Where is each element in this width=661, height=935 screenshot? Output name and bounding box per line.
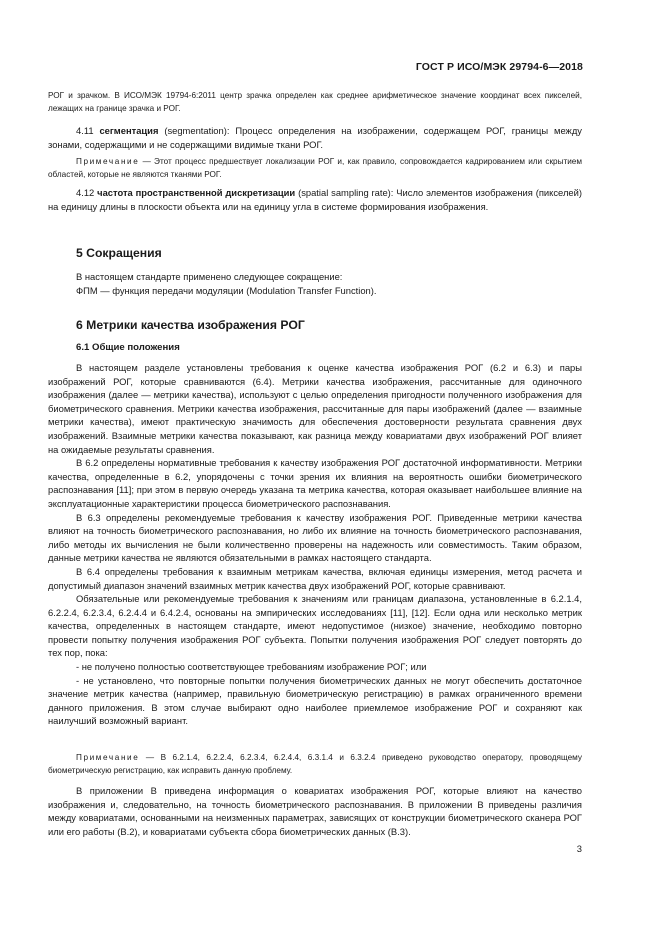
term-segmentation: сегментация — [99, 125, 159, 136]
section-6-1-body — [48, 361, 582, 728]
section-6-1-title: 6.1 Общие положения — [76, 342, 180, 353]
section-5-body: В настоящем стандарте применено следующее сокращение: ФПМ — функция передачи модуляции (Modulation Transfer Function). — [76, 271, 377, 296]
document-header: ГОСТ Р ИСО/МЭК 29794-6—2018 — [415, 61, 583, 73]
paragraph: В 6.4 определены требования к взаимным метрикам качества, включая единицы измерения, метод расчета и допустимый диапазон значений взаимных метрик качества двух изображений РОГ, которые сравнивают. — [48, 565, 582, 591]
list-item: - не установлено, что повторные попытки получения биометрических данных не могут обеспечить достаточное значение метрик качества (например, правильную биометрическую регистрацию) в рамках ограниченного времени данного приложения. В этом случае выбирают одно наиболее приемлемое изображение РОГ и сохраняют как наилучший возможный вариант. — [48, 674, 582, 727]
note-6-1: Примечание — В 6.2.1.4, 6.2.2.4, 6.2.3.4, 6.2.4.4, 6.3.1.4 и 6.3.2.4 приведено руководство оператору, проводящему биометрическую регистрацию, как исправить данную проблему. — [48, 753, 582, 775]
note-label: Примечание — [76, 157, 140, 166]
paragraph: Обязательные или рекомендуемые требования к значениям или границам диапазона, установленные в 6.2.1.4, 6.2.2.4, 6.2.3.4, 6.2.4.4 и 6.4.2.4, основаны на эмпирических исследованиях [11], [12]. Если одна или несколько метрик качества, определенных в настоящем стандарте, имеют недопустимое (низкое) значение, необходимо повторно провести попытку получения изображения РОГ субъекта. Попытки получения изображения РОГ следует повторять до тех пор, пока: — [48, 593, 582, 659]
note-label: Примечание — [76, 753, 140, 762]
paragraph: В 6.2 определены нормативные требования к качеству изображения РОГ достаточной информативности. Метрики качества, определенные в 6.2, упорядочены с точки зрения их влияния на вероятность ошибки биометрического распознавания [11]; при этом в первую очередь указана та метрика качества, которая оказывает наибольшее влияние на эксплуатационные характеристики процесса биометрического распознавания. — [48, 457, 582, 509]
continuation-paragraph: РОГ и зрачком. В ИСО/МЭК 19794-6:2011 центр зрачка определен как среднее арифметическое значение координат всех пикселей, лежащих на границе зрачка и РОГ. — [48, 91, 582, 113]
term-spatial-sampling-rate: частота пространственной дискретизации — [97, 187, 296, 198]
definition-4-11: 4.11 сегментация (segmentation): Процесс определения на изображении, содержащем РОГ, границы между зонами, содержащими и не содержащими видимые ткани РОГ. — [48, 125, 582, 150]
page-number: 3 — [576, 843, 582, 854]
section-5-title: 5 Сокращения — [76, 246, 162, 260]
paragraph: В настоящем разделе установлены требования к оценке качества изображения РОГ (6.2 и 6.3) и пары изображений РОГ, которые сравниваются (6.4). Метрики качества изображения, рассчитанные для одиночного изображения (далее — метрики качества), используют с целью определения пригодности полученного изображения для биометрического сравнения. Метрики качества изображения, рассчитанные для пары изображений (далее — взаимные метрики качества), имеют практическую значимость для обеспечения достоверности результата сравнения двух изображений. Взаимные метрики качества показывают, как разница между ковариатами двух изображений РОГ влияет на ожидаемые результаты сравнения. — [48, 362, 582, 455]
definition-4-12: 4.12 частота пространственной дискретизации (spatial sampling rate): Число элементов изображения (пикселей) на единицу длины в плоскости объекта или на единицу угла в системе формирования изображения. — [48, 187, 582, 212]
section-6-title: 6 Метрики качества изображения РОГ — [76, 318, 305, 332]
paragraph: В приложении В приведена информация о ковариатах изображения РОГ, которые влияют на качество изображения и, следовательно, на точность биометрического распознавания. В приложении В приведены различия между ковариатами, основанными на неизменных параметрах, зависящих от конструкции биометрического сканера РОГ или его работы (В.2), и ковариатами субъекта сбора биометрических данных (В.3). — [48, 785, 582, 837]
paragraph: В 6.3 определены рекомендуемые требования к качеству изображения РОГ. Приведенные метрики качества влияют на точность биометрического распознавания, но либо их влияние на точность биометрического распознавания, либо методы их вычисления не были количественно проверены на надежность или совместимость. Таким образом, данные метрики качества не являются обязательными в рамках настоящего стандарта. — [48, 511, 582, 564]
list-item: - не получено полностью соответствующее требованиям изображение РОГ; или — [76, 661, 427, 673]
note-4-11: Примечание — Этот процесс предшествует локализации РОГ и, как правило, сопровождается кадрированием или скрытием областей, которые не являются тканями РОГ. — [48, 157, 582, 179]
section-6-1-closing — [48, 784, 582, 838]
